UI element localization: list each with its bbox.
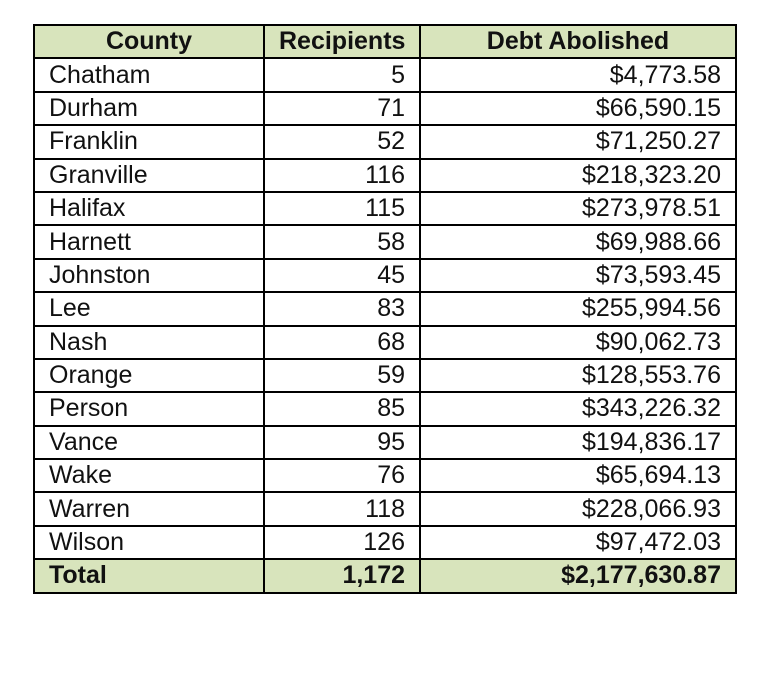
table-row [34,359,736,392]
recipients-cell: 116 [264,159,420,192]
recipients-cell: 76 [264,459,420,492]
header-county: County [34,25,264,58]
table-row [34,492,736,525]
total-label: Total [34,559,264,592]
debt-cell: $228,066.93 [420,492,736,525]
county-cell: Lee [34,292,264,325]
recipients-cell: 45 [264,259,420,292]
debt-cell: $4,773.58 [420,58,736,91]
debt-cell: $273,978.51 [420,192,736,225]
table-row [34,125,736,158]
table-container [33,24,735,594]
recipients-cell: 68 [264,326,420,359]
debt-cell: $65,694.13 [420,459,736,492]
table-row [34,526,736,559]
table-row [34,192,736,225]
county-cell: Orange [34,359,264,392]
table-row [34,292,736,325]
debt-cell: $97,472.03 [420,526,736,559]
debt-cell: $128,553.76 [420,359,736,392]
debt-cell: $69,988.66 [420,225,736,258]
county-cell: Harnett [34,225,264,258]
county-cell: Person [34,392,264,425]
table-row [34,159,736,192]
table-row [34,459,736,492]
table-row [34,58,736,91]
county-cell: Halifax [34,192,264,225]
county-cell: Granville [34,159,264,192]
county-cell: Wilson [34,526,264,559]
table-row [34,392,736,425]
recipients-cell: 58 [264,225,420,258]
county-debt-table [33,24,737,594]
recipients-cell: 52 [264,125,420,158]
debt-cell: $343,226.32 [420,392,736,425]
table-row [34,326,736,359]
recipients-cell: 95 [264,426,420,459]
county-cell: Nash [34,326,264,359]
header-row [34,25,736,58]
header-debt-abolished: Debt Abolished [420,25,736,58]
table-row [34,92,736,125]
total-row [34,559,736,592]
debt-cell: $218,323.20 [420,159,736,192]
county-cell: Durham [34,92,264,125]
debt-cell: $90,062.73 [420,326,736,359]
recipients-cell: 59 [264,359,420,392]
total-recipients: 1,172 [264,559,420,592]
debt-cell: $71,250.27 [420,125,736,158]
table-row [34,426,736,459]
recipients-cell: 115 [264,192,420,225]
county-cell: Wake [34,459,264,492]
debt-cell: $255,994.56 [420,292,736,325]
recipients-cell: 85 [264,392,420,425]
total-debt: $2,177,630.87 [420,559,736,592]
county-cell: Warren [34,492,264,525]
recipients-cell: 71 [264,92,420,125]
recipients-cell: 118 [264,492,420,525]
debt-cell: $73,593.45 [420,259,736,292]
table-row [34,259,736,292]
county-cell: Chatham [34,58,264,91]
county-cell: Vance [34,426,264,459]
recipients-cell: 83 [264,292,420,325]
recipients-cell: 126 [264,526,420,559]
table-row [34,225,736,258]
county-cell: Johnston [34,259,264,292]
header-recipients: Recipients [264,25,420,58]
county-cell: Franklin [34,125,264,158]
debt-cell: $66,590.15 [420,92,736,125]
debt-cell: $194,836.17 [420,426,736,459]
recipients-cell: 5 [264,58,420,91]
